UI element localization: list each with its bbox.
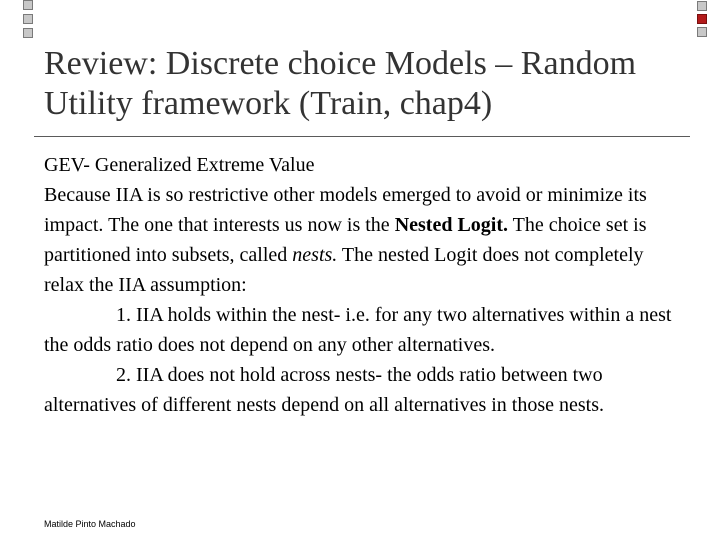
intro-text-end: The nested Logit does not completely relax the IIA assumption: [44,244,644,296]
corner-square-right-2 [697,27,707,37]
intro-text: Because IIA is so restrictive other models emerged to avoid or minimize its impact. The one that interests us now is the [44,184,647,236]
list-item-2: 2. IIA does not hold across nests- the odds ratio between two alternatives of different nests depend on all alternatives in those nests. [44,364,605,416]
subtitle: GEV- Generalized Extreme Value [44,154,315,176]
footer-author: Matilde Pinto Machado [44,519,136,529]
corner-square-right-1 [697,1,707,11]
nests-term: nests. [292,244,338,266]
intro-paragraph [44,180,684,300]
list-item-1: 1. IIA holds within the nest- i.e. for any two alternatives within a nest the odds ratio does not depend on any other alternatives. [44,304,672,356]
corner-square-left-1 [23,14,33,24]
intro-text-mid: The choice set is partitioned into subsets, called [44,214,647,266]
corner-square-red [697,14,707,24]
slide-body [44,150,684,420]
slide-title: Review: Discrete choice Models – Random Utility framework (Train, chap4) [44,45,637,122]
title-divider [34,136,690,137]
nested-logit-term: Nested Logit. [394,214,509,236]
corner-square-left-2 [23,28,33,38]
corner-square-top [23,0,33,10]
